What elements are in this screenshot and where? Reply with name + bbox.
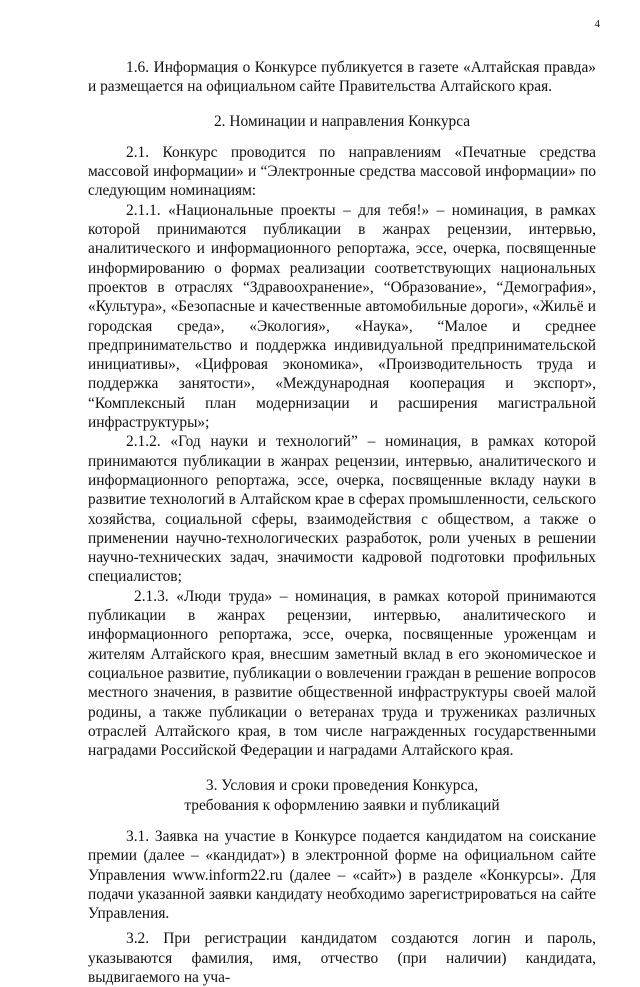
paragraph-2-1-1: 2.1.1. «Национальные проекты – для тебя!» – номинация, в рамках которой принимаются публикации в жанрах рецензии, интервью, аналитического и информационного репортажа, эссе, очерка, посвященные информированию о формах реализации соответствующих национальных проектов в отраслях “Здравоохранение», “Образование», “Демография», «Культура», «Безопасные и качественные автомобильные дороги», «Жильё и городская среда», «Экология», «Наука», “Малое и среднее предпринимательство и поддержка индивидуальной предпринимательской инициативы», «Цифровая экономика», «Производительность труда и поддержка занятости», «Международная кооперация и экспорт», “Комплексный план модернизации и расширения магистральной инфраструктуры»; bbox=[88, 201, 596, 432]
document-body bbox=[88, 58, 596, 987]
paragraph-2-1-3: 2.1.3. «Люди труда» – номинация, в рамках которой принимаются публикации в жанрах рецензии, интервью, аналитического и информационного репортажа, эссе, очерка, посвященные уроженцам и жителям Алтайского края, внесшим заметный вклад в его экономическое и социальное развитие, публикации о вовлечении граждан в решение вопросов местного значения, в развитие общественной инфраструктуры своей малой родины, а также публикации о ветеранах труда и тружениках различных отраслей Алтайского края, в том числе награжденных государственными наградами Российской Федерации и наградами Алтайского края. bbox=[88, 587, 596, 760]
paragraph-3-2: 3.2. При регистрации кандидатом создаются логин и пароль, указываются фамилия, имя, отчество (при наличии) кандидата, выдвигаемого на уча- bbox=[88, 930, 596, 987]
section-2-title: 2. Номинации и направления Конкурса bbox=[213, 112, 471, 130]
section-3-title bbox=[88, 776, 596, 815]
section-3-title-line2: требования к оформлению заявки и публикаций bbox=[184, 796, 500, 814]
section-3-title-line1: 3. Условия и сроки проведения Конкурса, bbox=[205, 777, 479, 795]
paragraph-2-1-2: 2.1.2. «Год науки и технологий” – номинация, в рамках которой принимаются публикации в жанрах рецензии, интервью, аналитического и информационного репортажа, эссе, очерка, посвященные вкладу науки в развитие технологий в Алтайском крае в сферах промышленности, сельского хозяйства, социальной сферы, взаимодействия с обществом, а также о применении научно-технологических разработок, роли ученых в решении научно-технических задач, значимости кадровой подготовки профильных специалистов; bbox=[88, 433, 596, 586]
paragraph-3-1: 3.1. Заявка на участие в Конкурсе подается кандидатом на соискание премии (далее – «кандидат») в электронной форме на официальном сайте Управления www.inform22.ru (далее – «сайт») в разделе «Конкурсы». Для подачи указанной заявки кандидату необходимо зарегистрироваться на сайте Управления. bbox=[88, 827, 596, 923]
page-number: 4 bbox=[594, 18, 600, 30]
paragraph-2-1: 2.1. Конкурс проводится по направлениям «Печатные средства массовой информации» и “Электронные средства массовой информации» по следующим номинациям: bbox=[88, 143, 596, 200]
paragraph-1-6: 1.6. Информация о Конкурсе публикуется в газете «Алтайская правда» и размещается на официальном сайте Правительства Алтайского края. bbox=[88, 59, 596, 96]
